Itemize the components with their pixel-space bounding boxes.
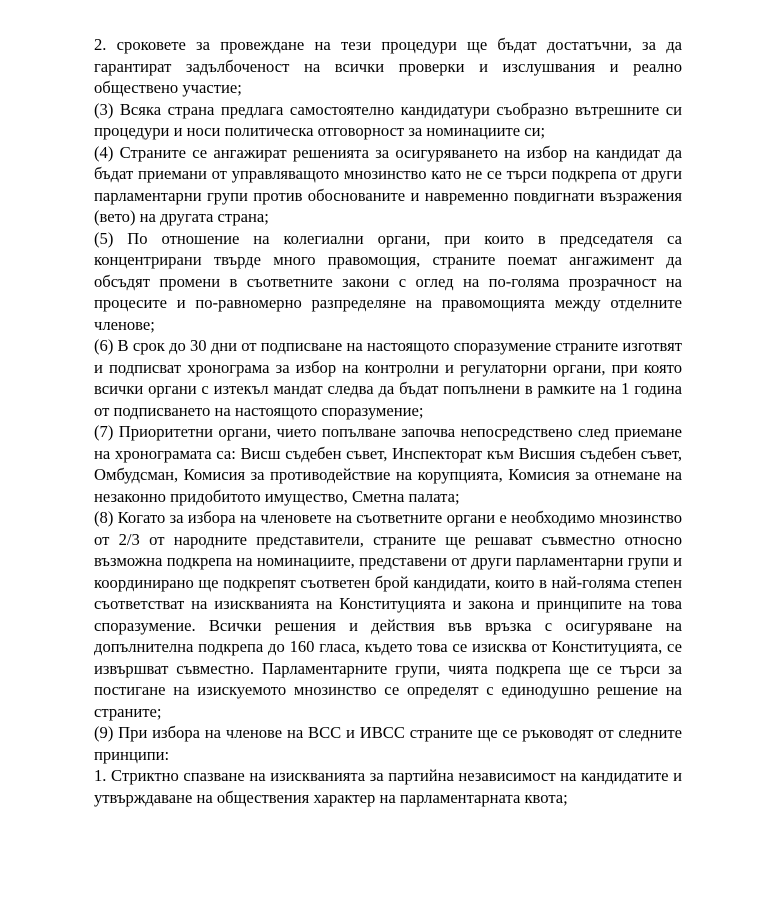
- document-page: [94, 34, 682, 808]
- paragraph-4-veto: (4) Страните се ангажират решенията за осигуряването на избор на кандидат да бъдат приемани от управляващото мнозинство като не се търси подкрепа от други парламентарни групи против обоснованите и навременно повдигнати възражения (вето) на другата страна;: [94, 142, 682, 226]
- paragraph-item-2-deadlines: 2. сроковете за провеждане на тези процедури ще бъдат достатъчни, за да гарантират задълбоченост на всички проверки и изслушвания и реално обществено участие;: [94, 35, 682, 97]
- paragraph-6-chronogram: (6) В срок до 30 дни от подписване на настоящото споразумение страните изготвят и подписват хронограма за избор на контролни и регулаторни органи, при която всички органи с изтекъл мандат следва да бъдат попълнени в рамките на 1 година от подписването на настоящото споразумение;: [94, 336, 682, 420]
- paragraph-3-nominations: (3) Всяка страна предлага самостоятелно кандидатури съобразно вътрешните си процедури и носи политическа отговорност за номинациите си;: [94, 99, 682, 140]
- paragraph-8-majority: (8) Когато за избора на членовете на съответните органи е необходимо мнозинство от 2/3 от народните представители, страните ще решават съвместно относно възможна подкрепа на номинациите, представени от други парламентарни групи и координирано ще подкрепят съответен брой кандидати, които в най-голяма степен съответстват на изискванията на Конституцията и закона и принципите на това споразумение. Всички решения и действия във връзка с осигуряване на допълнителна подкрепа до 160 гласа, където това се изисква от Конституцията, се извършват съвместно. Парламентарните групи, чията подкрепа ще се търси за постигане на изискуемото мнозинство се определят с единодушно решение на страните;: [94, 508, 682, 721]
- paragraph-item-1-independence: 1. Стриктно спазване на изискванията за партийна независимост на кандидатите и утвърждаване на обществения характер на парламентарната квота;: [94, 766, 682, 807]
- paragraph-9-principles: (9) При избора на членове на ВСС и ИВСС страните ще се ръководят от следните принципи:: [94, 723, 682, 764]
- paragraph-7-priority-bodies: (7) Приоритетни органи, чието попълване започва непосредствено след приемане на хронограмата са: Висш съдебен съвет, Инспекторат към Висшия съдебен съвет, Омбудсман, Комисия за противодействие на корупцията, Комисия за отнемане на незаконно придобитото имущество, Сметна палата;: [94, 422, 682, 506]
- paragraph-5-collegial-bodies: (5) По отношение на колегиални органи, при които в председателя са концентрирани твърде много правомощия, страните поемат ангажимент да обсъдят промени в съответните закони с оглед на по-голяма прозрачност на процесите и по-равномерно разпределяне на правомощията между отделните членове;: [94, 228, 682, 334]
